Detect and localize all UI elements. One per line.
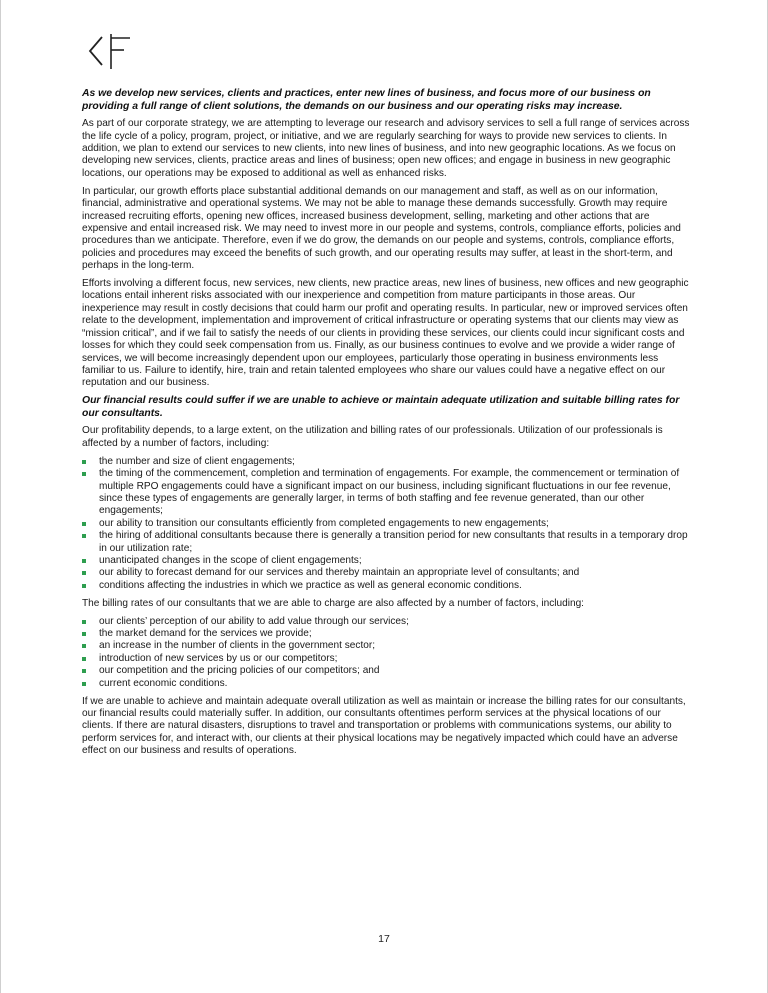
paragraph: Our profitability depends, to a large extent, on the utilization and billing rates of our professionals. Utilization of our professionals is affected by a number of factors, including:: [82, 425, 663, 449]
section-heading: Our financial results could suffer if we are unable to achieve or maintain adequate utilization and suitable billing rates for our consultants.: [82, 395, 680, 419]
list-item: our ability to transition our consultants efficiently from completed engagements to new engagements;: [82, 518, 690, 530]
list-item: introduction of new services by us or our competitors;: [82, 653, 690, 665]
page-number: 17: [378, 933, 390, 945]
list-item: current economic conditions.: [82, 678, 690, 690]
list-item: our competition and the pricing policies of our competitors; and: [82, 665, 690, 677]
document-body: [82, 88, 690, 763]
list-item: an increase in the number of clients in the government sector;: [82, 640, 690, 652]
utilization-factors-list: [82, 456, 690, 592]
list-item: unanticipated changes in the scope of client engagements;: [82, 555, 690, 567]
paragraph: The billing rates of our consultants that we are able to charge are also affected by a number of factors, including:: [82, 597, 584, 609]
list-item: conditions affecting the industries in which we practice as well as general economic conditions.: [82, 580, 690, 592]
company-logo: [86, 31, 138, 71]
list-item: the market demand for the services we provide;: [82, 628, 690, 640]
list-item: the timing of the commencement, completion and termination of engagements. For example, the commencement or termination of multiple RPO engagements could have a significant impact on our business, including significant fluctuations in our fee revenue, since these types of engagements are generally larger, in terms of both staffing and fee revenue generated, than our other engagements;: [82, 468, 690, 518]
list-item: our clients’ perception of our ability to add value through our services;: [82, 616, 690, 628]
list-item: the hiring of additional consultants because there is generally a transition period for new consultants that results in a temporary drop in our utilization rate;: [82, 530, 690, 555]
paragraph: As part of our corporate strategy, we are attempting to leverage our research and advisory services to sell a full range of services across the life cycle of a policy, program, project, or initiative, and we are regularly searching for ways to provide new services to clients. In addition, we plan to extend our services to new clients, into new lines of business, and into new geographic locations. As we focus on developing new services, clients, practice areas and lines of business; open new offices; and engage in business in new geographic locations, our operations may be exposed to additional as well as enhanced risks.: [82, 118, 690, 179]
section-heading: As we develop new services, clients and practices, enter new lines of business, and focus more of our business on providing a full range of client solutions, the demands on our business and our operating risks may increase.: [82, 88, 651, 112]
paragraph: Efforts involving a different focus, new services, new clients, new practice areas, new lines of business, new offices and new geographic locations entail inherent risks associated with our inexperience and competition from mature participants in those areas. Our inexperience may result in costly decisions that could harm our profit and operating results. In particular, new or improved services often relate to the development, implementation and improvement of critical infrastructure or operating systems that our clients may view as “mission critical”, and if we fail to satisfy the needs of our clients in providing these services, our clients could incur significant costs and losses for which they could seek compensation from us. Finally, as our business continues to evolve and we provide a wider range of services, we will become increasingly dependent upon our employees, particularly those operating in business environments less familiar to us. Failure to identify, hire, train and retain talented employees who share our values could have a negative effect on our reputation and our business.: [82, 278, 689, 389]
billing-factors-list: [82, 616, 690, 690]
paragraph: In particular, our growth efforts place substantial additional demands on our management and staff, as well as on our information, financial, administrative and operational systems. We may not be able to manage these demands successfully. Growth may require increased recruiting efforts, opening new offices, increased business development, selling, marketing and other actions that are expensive and entail increased risk. We may need to invest more in our people and systems, controls, compliance efforts, policies and procedures than we anticipate. Therefore, even if we do grow, the demands on our people and systems, controls, compliance efforts, policies and procedures may exceed the benefits of such growth, and our operating results may suffer, at least in the short-term, and perhaps in the long-term.: [82, 185, 681, 272]
list-item: the number and size of client engagements;: [82, 456, 690, 468]
paragraph: If we are unable to achieve and maintain adequate overall utilization as well as maintain or increase the billing rates for our consultants, our financial results could materially suffer. In addition, our consultants oftentimes perform services at the physical locations of our clients. If there are natural disasters, disruptions to travel and transportation or problems with communications systems, our ability to perform services for, and interact with, our clients at their physical locations may be negatively impacted which could have an adverse effect on our business and results of operations.: [82, 695, 686, 757]
list-item: our ability to forecast demand for our services and thereby maintain an appropriate level of consultants; and: [82, 567, 690, 579]
